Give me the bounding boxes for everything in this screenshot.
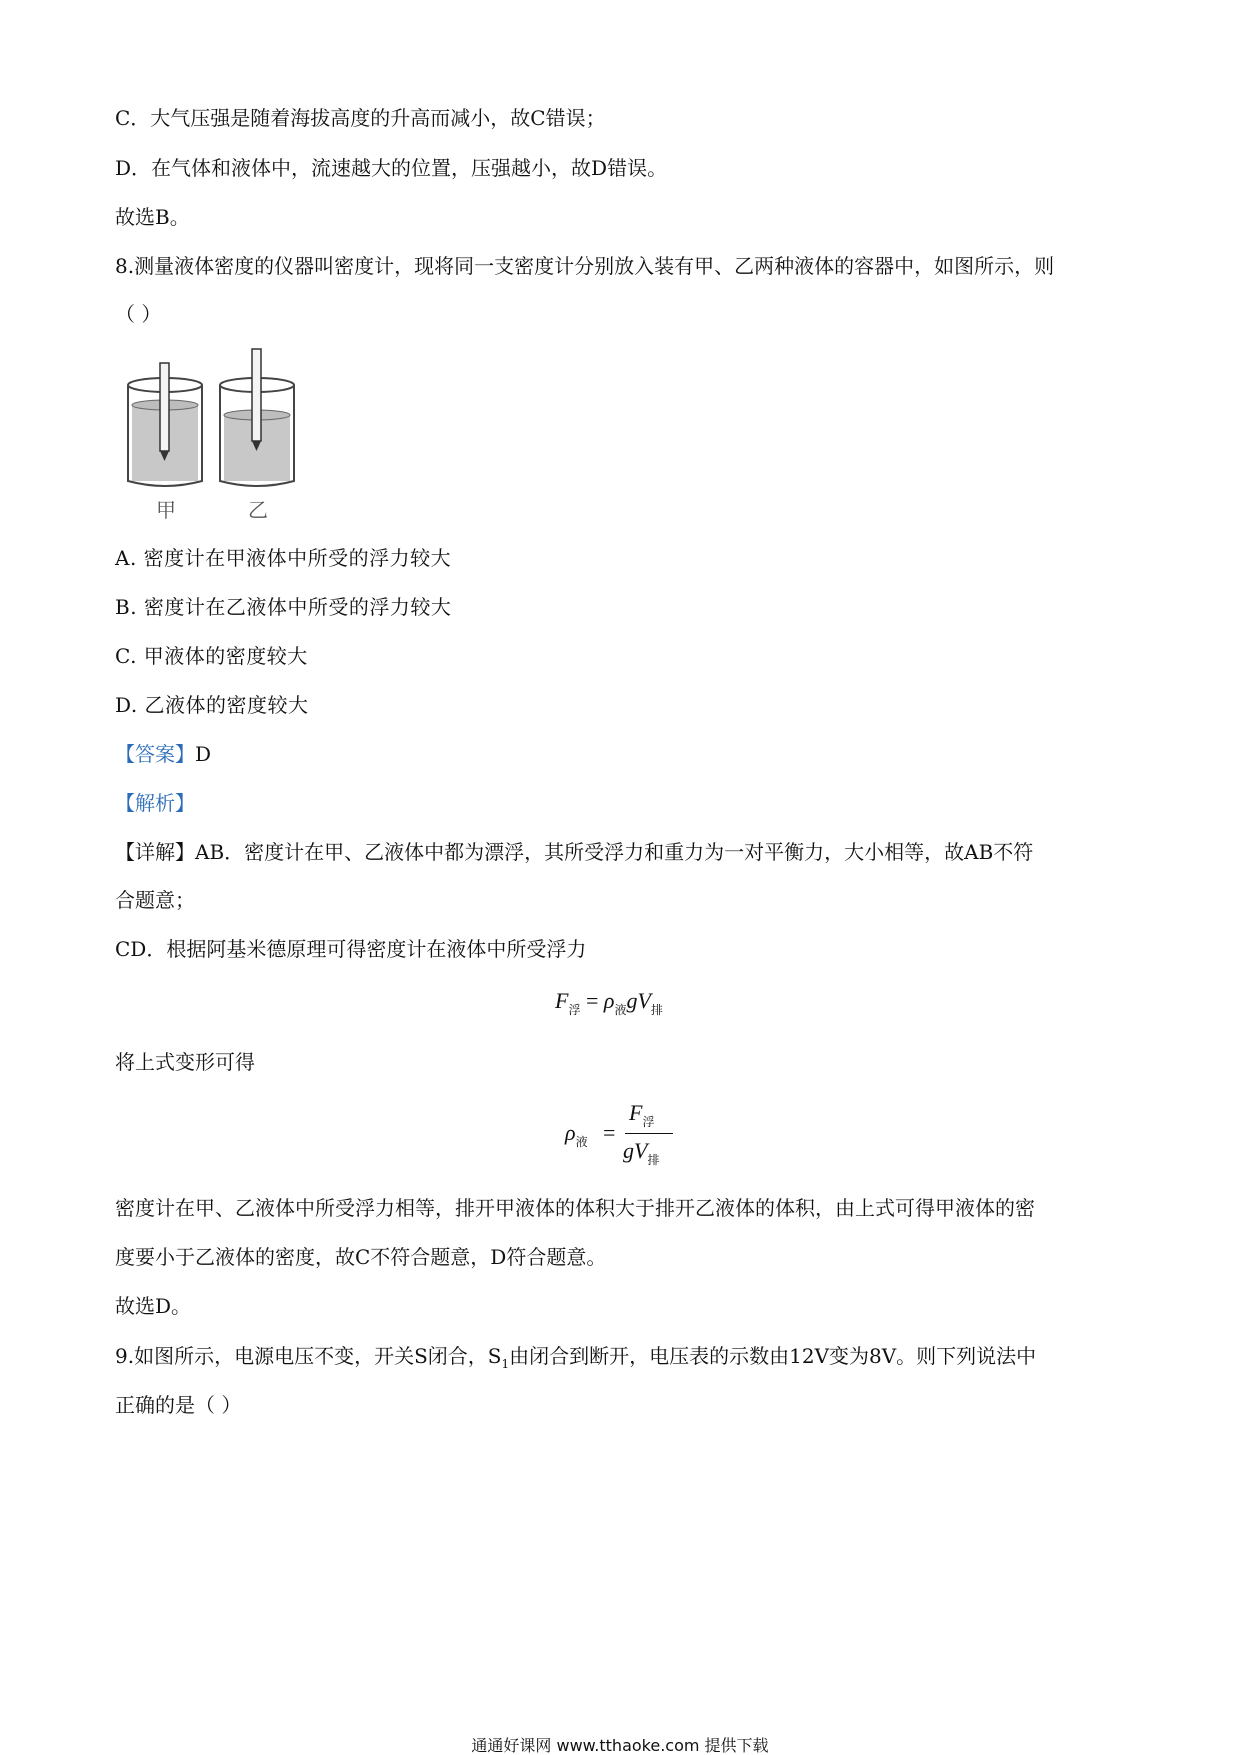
formula1-V: V bbox=[637, 988, 651, 1013]
formula1-rho: ρ bbox=[603, 988, 615, 1013]
formula2-g: g bbox=[623, 1138, 634, 1163]
formula1-g: g bbox=[626, 988, 638, 1013]
detail-line2: 合题意； bbox=[115, 888, 195, 912]
densitometer-figure bbox=[120, 345, 310, 520]
formula2-V-sub: 排 bbox=[647, 1153, 660, 1167]
formula2-F: F bbox=[629, 1100, 643, 1125]
question-9-line1 bbox=[115, 1342, 1036, 1378]
line-d-option: D．在气体和液体中，流速越大的位置，压强越小，故D错误。 bbox=[115, 156, 668, 180]
formula-buoyancy bbox=[555, 988, 663, 1018]
formula1-F-sub: 浮 bbox=[568, 1003, 581, 1017]
q9-post: 由闭合到断开，电压表的示数由12V变为8V。则下列说法中 bbox=[509, 1344, 1037, 1368]
line-choose-b: 故选B。 bbox=[115, 205, 190, 229]
conclusion-line1: 密度计在甲、乙液体中所受浮力相等，排开甲液体的体积大于排开乙液体的体积，由上式可得甲液体的密 bbox=[115, 1196, 1035, 1220]
formula2-rho: ρ bbox=[565, 1120, 576, 1145]
label-jia: 甲 bbox=[156, 498, 176, 520]
question-8-line2: （ ） bbox=[115, 302, 162, 326]
formula1-V-sub: 排 bbox=[650, 1003, 663, 1017]
formula1-eq: = bbox=[585, 988, 599, 1013]
q9-sub: 1 bbox=[501, 1357, 510, 1371]
footer-text: 通通好课网 www.tthaoke.com 提供下载 bbox=[471, 1736, 769, 1755]
formula1-rho-sub: 液 bbox=[614, 1003, 627, 1017]
question-9-line2: 正确的是（ ） bbox=[115, 1393, 242, 1417]
beaker-right bbox=[220, 349, 294, 486]
answer-value: D bbox=[195, 742, 212, 766]
option-d: D. 乙液体的密度较大 bbox=[115, 693, 309, 717]
option-c: C. 甲液体的密度较大 bbox=[115, 644, 308, 668]
formula2-V: V bbox=[634, 1138, 648, 1163]
q9-pre: 9.如图所示，电源电压不变，开关S闭合，S bbox=[115, 1344, 502, 1368]
formula1-F: F bbox=[555, 988, 569, 1013]
formula2-rho-sub: 液 bbox=[575, 1135, 588, 1149]
option-a: A. 密度计在甲液体中所受的浮力较大 bbox=[115, 546, 452, 570]
formula2-F-sub: 浮 bbox=[642, 1115, 655, 1129]
cd-line: CD．根据阿基米德原理可得密度计在液体中所受浮力 bbox=[115, 937, 587, 961]
answer-line bbox=[115, 740, 211, 768]
transform-line: 将上式变形可得 bbox=[115, 1050, 255, 1074]
detail-line1: 【详解】AB．密度计在甲、乙液体中都为漂浮，其所受浮力和重力为一对平衡力，大小相等，故AB不符 bbox=[115, 840, 1034, 864]
analysis-tag: 【解析】 bbox=[115, 791, 195, 815]
question-8-line1: 8.测量液体密度的仪器叫密度计，现将同一支密度计分别放入装有甲、乙两种液体的容器中，如图所示，则 bbox=[115, 254, 1055, 278]
answer-tag: 【答案】 bbox=[115, 742, 195, 766]
beaker-left bbox=[128, 363, 202, 486]
line-c-option: C．大气压强是随着海拔高度的升高而减小，故C错误； bbox=[115, 106, 606, 130]
formula2-eq: = bbox=[603, 1120, 616, 1145]
label-yi: 乙 bbox=[248, 498, 268, 520]
option-b: B. 密度计在乙液体中所受的浮力较大 bbox=[115, 595, 452, 619]
final-choice: 故选D。 bbox=[115, 1294, 192, 1318]
conclusion-line2: 度要小于乙液体的密度，故C不符合题意，D符合题意。 bbox=[115, 1245, 607, 1269]
formula-density bbox=[565, 1100, 685, 1170]
fraction-bar bbox=[625, 1133, 673, 1134]
